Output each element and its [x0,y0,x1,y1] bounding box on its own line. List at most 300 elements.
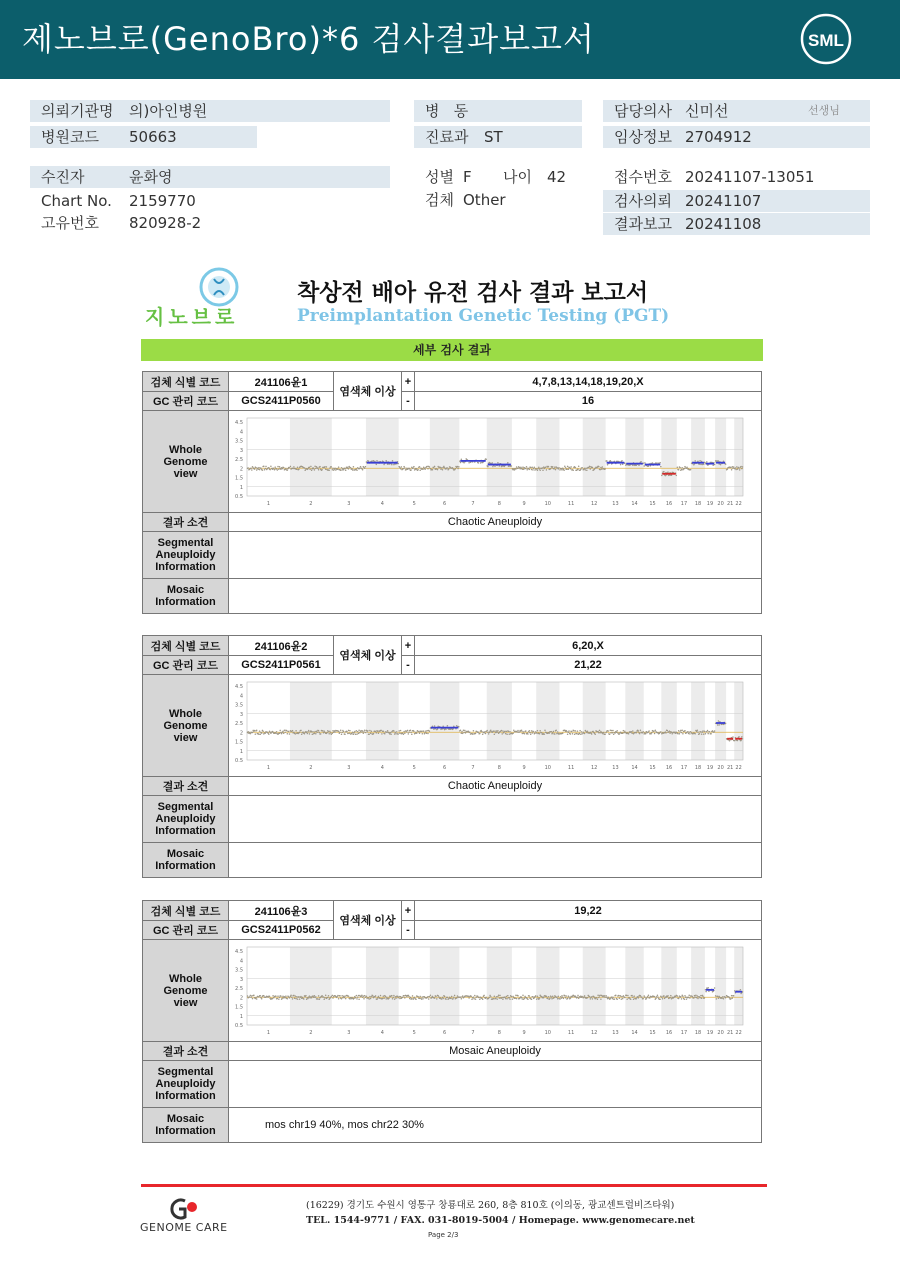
data-point [599,994,601,996]
data-point [616,731,618,733]
data-point [624,996,626,998]
x-tick-label: 19 [706,764,714,771]
chromosome-band [583,947,606,1025]
data-point [737,739,739,741]
data-point [376,463,378,465]
data-point [607,463,609,465]
data-point [403,733,405,735]
gc-code-value: GCS2411P0561 [229,656,334,675]
data-point [319,998,321,1000]
data-point [509,730,511,732]
data-point [311,731,313,733]
data-point [614,732,616,734]
data-point [565,996,567,998]
data-point [315,467,317,469]
x-tick-label: 16 [665,500,673,507]
y-tick-label: 3.5 [235,967,243,973]
data-point [561,469,563,471]
data-point [279,465,281,467]
data-point [282,730,284,732]
data-point [706,731,708,733]
mosaic-label [143,579,229,614]
data-point [512,995,514,997]
data-point [319,465,321,467]
data-point [285,995,287,997]
data-point [606,996,608,998]
data-point [316,731,318,733]
x-tick-label: 15 [649,1029,656,1036]
data-point [314,994,316,996]
report-subtitle: Preimplantation Genetic Testing (PGT) [297,306,670,326]
data-point [731,994,733,996]
data-point [309,995,311,997]
data-point [402,996,404,998]
data-point [288,730,290,732]
data-point [250,994,252,996]
data-point [700,994,702,996]
data-point [589,996,591,998]
data-point [370,997,372,999]
x-tick-label: 22 [735,500,742,507]
data-point [697,729,699,731]
data-point [341,994,343,996]
data-point [733,466,735,468]
chromosome-band [625,947,643,1025]
data-point [389,733,391,735]
data-point [294,997,296,999]
data-point [519,468,521,470]
data-point [611,996,613,998]
data-point [715,995,717,997]
data-point [604,733,606,735]
data-point [523,468,525,470]
y-tick-label: 0.5 [235,1022,243,1029]
data-point [718,720,720,722]
data-point [482,998,484,1000]
data-point [419,995,421,997]
data-point [670,994,672,996]
x-tick-label: 2 [309,500,313,507]
data-point [734,739,736,741]
data-point [543,997,545,999]
data-point [566,468,568,470]
x-tick-label: 16 [665,1029,673,1036]
data-point [499,465,501,467]
chromosome-band [691,418,705,496]
mosaic-label [143,1108,229,1143]
data-point [295,995,297,997]
result-value: Chaotic Aneuploidy [229,513,762,532]
data-point [338,466,340,468]
data-point [662,998,664,1000]
data-point [536,732,538,734]
data-point [597,994,599,996]
institution-field [30,100,390,122]
x-tick-label: 7 [471,764,475,771]
data-point [270,465,272,467]
data-point [365,465,367,467]
data-point [277,995,279,997]
data-point [741,736,743,738]
data-point [432,468,434,470]
data-point [417,995,419,997]
x-tick-label: 10 [544,500,552,507]
data-point [659,461,661,463]
data-point [612,997,614,999]
data-point [414,469,416,471]
data-point [688,996,690,998]
data-point [340,729,342,731]
sample-id-value: 241106윤2 [229,636,334,656]
data-point [377,997,379,999]
data-point [556,996,558,998]
data-point [343,469,345,471]
data-point [660,465,662,467]
data-point [422,468,424,470]
segmental-label [143,796,229,843]
data-point [603,731,605,733]
data-point [580,733,582,735]
data-point [344,467,346,469]
data-point [256,469,258,471]
y-tick-label: 0.5 [235,493,243,500]
data-point [251,469,253,471]
data-point [522,994,524,996]
data-point [304,467,306,469]
data-point [496,731,498,733]
data-point [453,996,455,998]
gain-chromosomes: 19,22 [415,901,762,921]
segmental-label-line: Segmental [157,1066,214,1078]
data-point [713,731,715,733]
data-point [531,468,533,470]
data-point [268,466,270,468]
data-point [699,732,701,734]
data-point [332,732,334,734]
data-point [340,469,342,471]
data-point [323,996,325,998]
data-point [501,733,503,735]
data-point [341,998,343,1000]
data-point [636,731,638,733]
data-point [514,469,516,471]
data-point [549,997,551,999]
data-point [395,732,397,734]
data-point [599,729,601,731]
data-point [682,995,684,997]
chromosome-band [715,418,726,496]
patient-name-value: 윤화영 [129,168,173,186]
data-point [547,997,549,999]
data-point [640,461,642,463]
data-point [738,736,740,738]
data-point [355,996,357,998]
data-point [282,467,284,469]
data-point [529,729,531,731]
chromosome-band [430,947,459,1025]
data-point [712,464,714,466]
loss-sign: - [402,921,415,940]
data-point [252,731,254,733]
data-point [419,997,421,999]
data-point [739,469,741,471]
mosaic-label-line: Mosaic [166,1113,205,1125]
data-point [457,995,459,997]
data-point [552,995,554,997]
unique-no-value: 820928-2 [129,214,202,232]
data-point [537,995,539,997]
data-point [553,996,555,998]
data-point [705,990,707,992]
x-tick-label: 1 [266,500,271,507]
data-point [371,995,373,997]
y-tick-label: 1.5 [235,1004,243,1010]
clinical-label: 임상정보 [614,128,672,146]
data-point [607,997,609,999]
data-point [505,997,507,999]
data-point [626,994,628,996]
data-point [539,730,541,732]
data-point [511,995,513,997]
data-point [563,469,565,471]
data-point [612,731,614,733]
data-point [568,731,570,733]
data-point [398,730,400,732]
data-point [679,731,681,733]
segmental-label-line: Information [155,825,216,837]
data-point [318,995,320,997]
data-point [570,997,572,999]
data-point [434,725,436,727]
x-tick-label: 12 [590,1029,598,1036]
chrom-abn-label: 염색체 이상 [334,372,402,411]
data-point [258,733,260,735]
data-point [344,995,346,997]
data-point [584,467,586,469]
whole-genome-label-line: Genome [163,984,208,997]
data-point [461,732,463,734]
data-point [404,732,406,734]
x-tick-label: 9 [522,1029,526,1036]
data-point [297,998,299,1000]
data-point [521,729,523,731]
data-point [298,468,300,470]
data-point [474,994,476,996]
loss-sign: - [402,656,415,675]
data-point [499,997,501,999]
data-point [552,466,554,468]
y-tick-label: 4 [239,957,243,964]
data-point [363,732,365,734]
data-point [564,995,566,997]
data-point [543,466,545,468]
whole-genome-chart-cell [229,411,762,513]
data-point [427,732,429,734]
data-point [433,467,435,469]
mosaic-label [143,843,229,878]
data-point [424,468,426,470]
whole-genome-label-line: Genome [163,455,208,468]
data-point [315,733,317,735]
data-point [671,733,673,735]
data-point [473,996,475,998]
data-point [622,463,624,465]
data-point [376,998,378,1000]
data-point [337,468,339,470]
data-point [621,995,623,997]
data-point [660,731,662,733]
data-point [605,994,607,996]
x-tick-label: 21 [726,764,734,771]
data-point [418,730,420,732]
data-point [332,467,334,469]
data-point [337,994,339,996]
data-point [524,733,526,735]
data-point [263,465,265,467]
data-point [359,467,361,469]
data-point [348,732,350,734]
unique-no-field [30,212,330,234]
x-tick-label: 6 [442,500,447,507]
data-point [705,733,707,735]
data-point [261,998,263,1000]
age-label: 나이 [503,168,532,186]
data-point [640,729,642,731]
data-point [383,730,385,732]
sex-label: 성별 [425,168,454,186]
data-point [422,998,424,1000]
data-point [408,731,410,733]
data-point [653,730,655,732]
data-point [741,467,743,469]
segmental-label-line: Aneuploidy [155,1078,216,1090]
data-point [519,731,521,733]
data-point [553,730,555,732]
data-point [321,468,323,470]
data-point [651,731,653,733]
data-point [581,732,583,734]
data-point [360,729,362,731]
data-point [664,997,666,999]
data-point [363,995,365,997]
chromosome-band [661,947,677,1025]
chart-no-value: 2159770 [129,192,196,210]
data-point [410,996,412,998]
data-point [621,459,623,461]
data-point [352,731,354,733]
data-point [256,729,258,731]
data-point [360,465,362,467]
data-point [341,731,343,733]
data-point [426,732,428,734]
data-point [299,731,301,733]
data-point [292,729,294,731]
dept-field [414,126,582,148]
data-point [554,466,556,468]
chromosome-band [625,682,643,760]
data-point [592,466,594,468]
data-point [676,474,678,476]
chromosome-band [734,418,743,496]
sml-logo-text: SML [808,31,844,50]
data-point [535,995,537,997]
data-point [493,730,495,732]
data-point [356,994,358,996]
data-point [289,997,291,999]
x-tick-label: 13 [612,1029,619,1036]
x-tick-label: 2 [309,764,313,771]
data-point [495,731,497,733]
data-point [541,995,543,997]
data-point [295,733,297,735]
y-tick-label: 3.5 [235,438,243,444]
data-point [534,469,536,471]
data-point [411,997,413,999]
data-point [533,731,535,733]
data-point [336,996,338,998]
data-point [382,997,384,999]
data-point [358,994,360,996]
report-label: 결과보고 [614,215,672,233]
data-point [282,997,284,999]
data-point [385,459,387,461]
data-point [296,468,298,470]
data-point [551,996,553,998]
data-point [361,994,363,996]
data-point [353,997,355,999]
data-point [470,995,472,997]
whole-genome-chart [229,412,761,512]
data-point [259,468,261,470]
data-point [326,731,328,733]
x-tick-label: 12 [590,764,598,771]
data-point [665,732,667,734]
data-point [437,468,439,470]
data-point [327,996,329,998]
data-point [699,460,701,462]
data-point [697,731,699,733]
data-point [589,465,591,467]
data-point [366,995,368,997]
sex-value: F [463,168,472,186]
result-label: 결과 소견 [143,513,229,532]
data-point [353,733,355,735]
data-point [313,996,315,998]
data-point [548,732,550,734]
data-point [681,729,683,731]
gc-code-value: GCS2411P0562 [229,921,334,940]
dept-label: 진료과 [425,128,469,146]
data-point [700,731,702,733]
data-point [478,731,480,733]
data-point [598,732,600,734]
mosaic-label-line: Information [155,596,216,608]
data-point [247,995,249,997]
data-point [641,996,643,998]
data-point [555,729,557,731]
report-date-value: 20241108 [685,215,762,233]
data-point [723,997,725,999]
data-point [283,466,285,468]
data-point [442,468,444,470]
data-point [404,997,406,999]
data-point [680,729,682,731]
data-point [604,468,606,470]
data-point [429,995,431,997]
data-point [551,730,553,732]
data-point [517,729,519,731]
data-point [391,463,393,465]
